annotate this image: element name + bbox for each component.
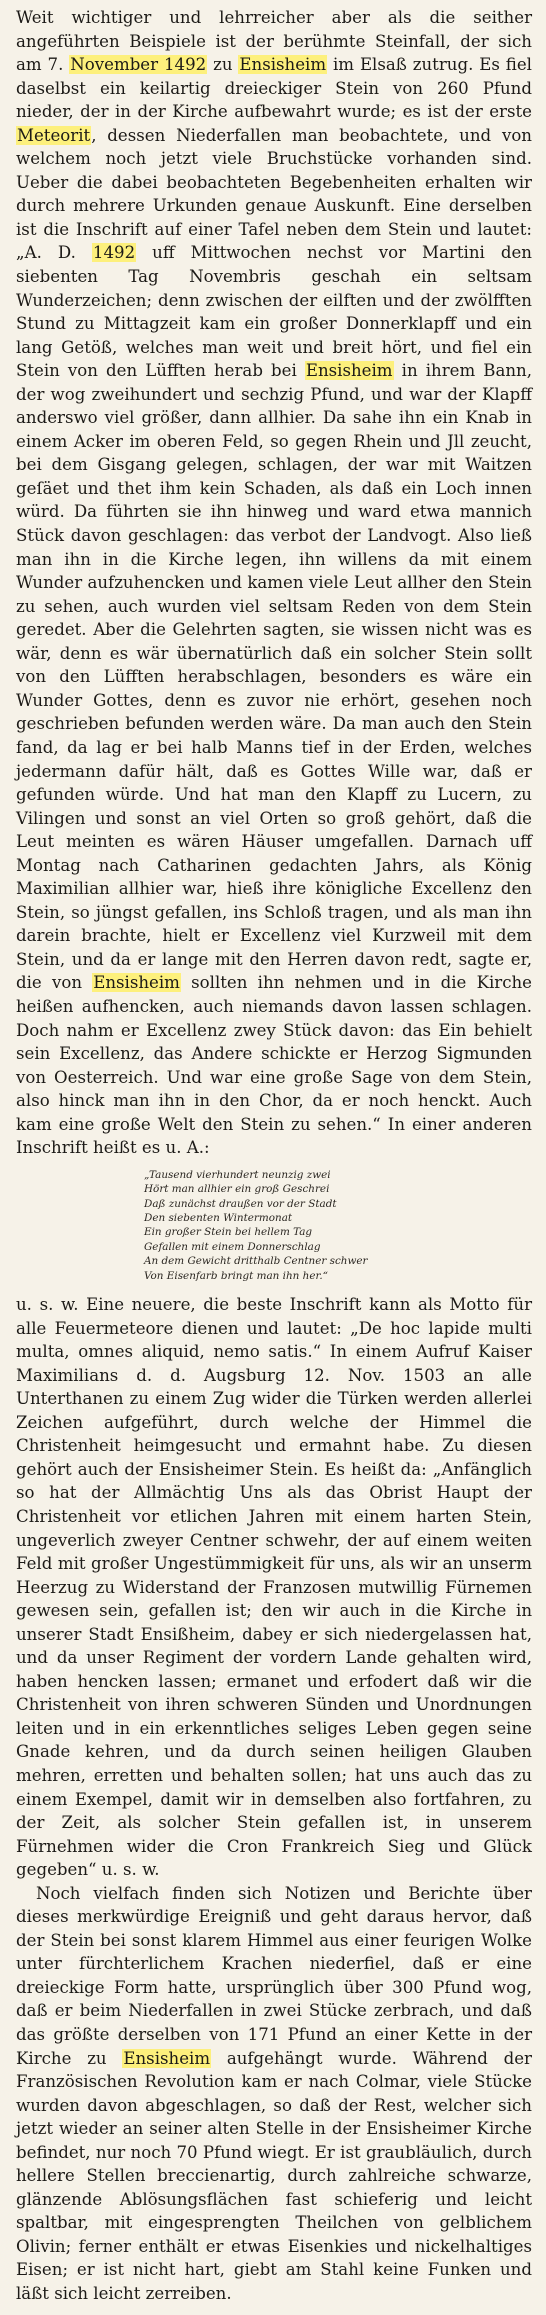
paragraph-maximilian-proclamation: u. s. w. Eine neuere, die beste Inschrift kann als Motto für alle Feuermeteore dienen und lautet: „De hoc lapide multi multa, omnes aliquid, nemo satis.“ In einem Aufruf Kaiser Maximilians d. d. Augsburg 12. Nov. 1503 an alle Unterthanen zu einem Zug wider die Türken werden allerlei Zeichen aufgeführt, durch welche der Himmel die Christenheit heimgesucht und ermahnt habe. Zu diesen gehört auch der Ensisheimer Stein. Es heißt da: „Anfänglich so hat der Allmächtig Uns als das Obrist Haupt der Christenheit vor etlichen Jahren mit einem harten Stein, ungeverlich zweyer Centner schwehr, der auf einem weiten Feld mit großer Ungestümmigkeit für uns, als wir an unserm Heerzug zu Widerstand der Franzosen mutwillig Fürnemen gewesen sein, gefallen ist; den wir auch in die Kirche in unserer Stadt Ensißheim, dabey er sich niedergelassen hat, und da unser Regiment der vordern Lande gehalten wird, haben hencken lassen; ermanet und erfodert daß wir die Christenheit von ihren schweren Sünden und Unordnungen leiten und in ein erkenntliches seliges Leben gegen seine Gnade kehren, und da durch seinen heiligen Glauben mehren, erretten und behalten sollen; hat uns auch das zu einem Exempel, damit wir in demselben also fortfahren, zu der Zeit, als solcher Stein gefallen ist, in unserem Fürnehmen wider die Cron Frankreich Sieg und Glück gegeben“ u. s. w. bbox=[16, 1295, 532, 1880]
paragraph-later-reports: Noch vielfach finden sich Notizen und Berichte über dieses merkwürdige Ereigniß und geht daraus hervor, daß der Stein bei sonst klarem Himmel aus einer feurigen Wolke unter fürchterlichem Krachen niederfiel, daß er eine dreieckige Form hatte, ursprünglich über 300 Pfund wog, daß er beim Niederfallen in zwei Stücke zerbrach, und daß das größte derselben von 171 Pfund an einer Kette in der Kirche zu Ensisheim aufgehängt wurde. Während der Französischen Revolution kam er nach Colmar, viele Stücke wurden davon abgeschlagen, so daß der Rest, welcher sich jetzt wieder an seiner alten Stelle in der Ensisheimer Kirche befindet, nur noch 70 Pfund wiegt. Er ist graubläulich, durch hellere Stellen breccienartig, durch zahlreiche schwarze, glänzende Ablösungsflächen fast schieferig und leicht spaltbar, mit eingesprengten Theilchen von gelblichem Olivin; ferner enthält er etwas Eisenkies und nickelhaltiges Eisen; er ist nicht hart, giebt am Stahl keine Funken und läßt sich leicht zerreiben. bbox=[16, 1883, 532, 2304]
inscription-poem bbox=[144, 1168, 532, 1283]
poem-line: Ein großer Stein bei hellem Tag bbox=[144, 1226, 313, 1239]
highlighted-term: November 1492 bbox=[70, 55, 207, 75]
poem-line: Hört man allhier ein groß Geschrei bbox=[144, 1183, 330, 1196]
highlighted-term: Meteorit bbox=[17, 125, 91, 145]
highlighted-term: Ensisheim bbox=[123, 2048, 211, 2068]
poem-line: Von Eisenfarb bringt man ihn her.“ bbox=[144, 1269, 328, 1282]
highlighted-term: 1492 bbox=[92, 243, 136, 263]
highlighted-term: Ensisheim bbox=[305, 361, 393, 381]
highlighted-term: Ensisheim bbox=[239, 55, 327, 75]
poem-line: Gefallen mit einem Donnerschlag bbox=[144, 1240, 321, 1253]
highlighted-term: Ensisheim bbox=[93, 973, 180, 993]
poem-line: Den siebenten Wintermonat bbox=[144, 1212, 293, 1225]
poem-line: „Tausend vierhundert neunzig zwei bbox=[144, 1168, 331, 1181]
poem-line: An dem Gewicht dritthalb Centner schwer bbox=[144, 1255, 368, 1268]
paragraph-ensisheim-account: Weit wichtiger und lehrreicher aber als die seither angeführten Beispiele ist der berühmte Steinfall, der sich am 7. November 1492 zu Ensisheim im Elsaß zutrug. Es fiel daselbst ein keilartig dreieckiger Stein von 260 Pfund nieder, der in der Kirche aufbewahrt wurde; es ist der erste Meteorit, dessen Niederfallen man beobachtete, und von welchem noch jetzt viele Bruchstücke vorhanden sind. Ueber die dabei beobachteten Begebenheiten erhalten wir durch mehrere Urkunden genaue Auskunft. Eine derselben ist die Inschrift auf einer Tafel neben dem Stein und lautet: „A. D. 1492 uff Mittwochen nechst vor Martini den siebenten Tag Novembris geschah ein seltsam Wunderzeichen; denn zwischen der eilften und der zwölfften Stund zu Mittagzeit kam ein großer Donnerklapff und ein lang Getöß, welches man weit und breit hört, und fiel ein Stein von den Lüfften herab bei Ensisheim in ihrem Bann, der wog zweihundert und sechzig Pfund, und war der Klapff anderswo viel größer, dann allhier. Da sahe ihn ein Knab in einem Acker im oberen Feld, so gegen Rhein und Jll zeucht, bei dem Gisgang gelegen, schlagen, der war mit Waitzen geſäet und thet ihm kein Schaden, als daß ein Loch innen würd. Da führten sie ihn hinweg und ward etwa mannich Stück davon geschlagen: das verbot der Landvogt. Also ließ man ihn in die Kirche legen, ihn willens da mit einem Wunder aufzuhencken und kamen viele Leut allher den Stein zu sehen, auch wurden viel seltsam Reden von dem Stein geredet. Aber die Gelehrten sagten, sie wissen nicht was es wär, denn es wär übernatürlich daß ein solcher Stein sollt von den Lüfften herabschlagen, besonders es wäre ein Wunder Gottes, denn es zuvor nie erhört, gesehen noch geschrieben befunden werden wäre. Da man auch den Stein fand, da lag er bei halb Manns tief in der Erden, welches jedermann dafür hält, daß es Gottes Wille war, daß er gefunden würde. Und hat man den Klapff zu Lucern, zu Vilingen und sonst an viel Orten so groß gehört, daß die Leut meinten es wären Häuser umgefallen. Darnach uff Montag nach Catharinen gedachten Jahrs, als König Maximilian allhier war, hieß ihre königliche Excellenz den Stein, so jüngst gefallen, ins Schloß tragen, und als man ihn darein brachte, hielt er Excellenz viel Kurzweil mit dem Stein, und da er lange mit den Herren davon redt, sagte er, die von Ensisheim sollten ihn nehmen und in die Kirche heißen aufhencken, auch niemands davon lassen schlagen. Doch nahm er Excellenz zwey Stück davon: das Ein behielt sein Excellenz, das Andere schickte er Herzog Sigmunden von Oesterreich. Und war eine große Sage von dem Stein, also hinck man ihn in den Chor, da er noch henckt. Auch kam eine große Welt den Stein zu sehen.“ In einer anderen Inschrift heißt es u. A.: bbox=[16, 8, 533, 1158]
poem-line: Daß zunächst draußen vor der Stadt bbox=[144, 1197, 337, 1210]
